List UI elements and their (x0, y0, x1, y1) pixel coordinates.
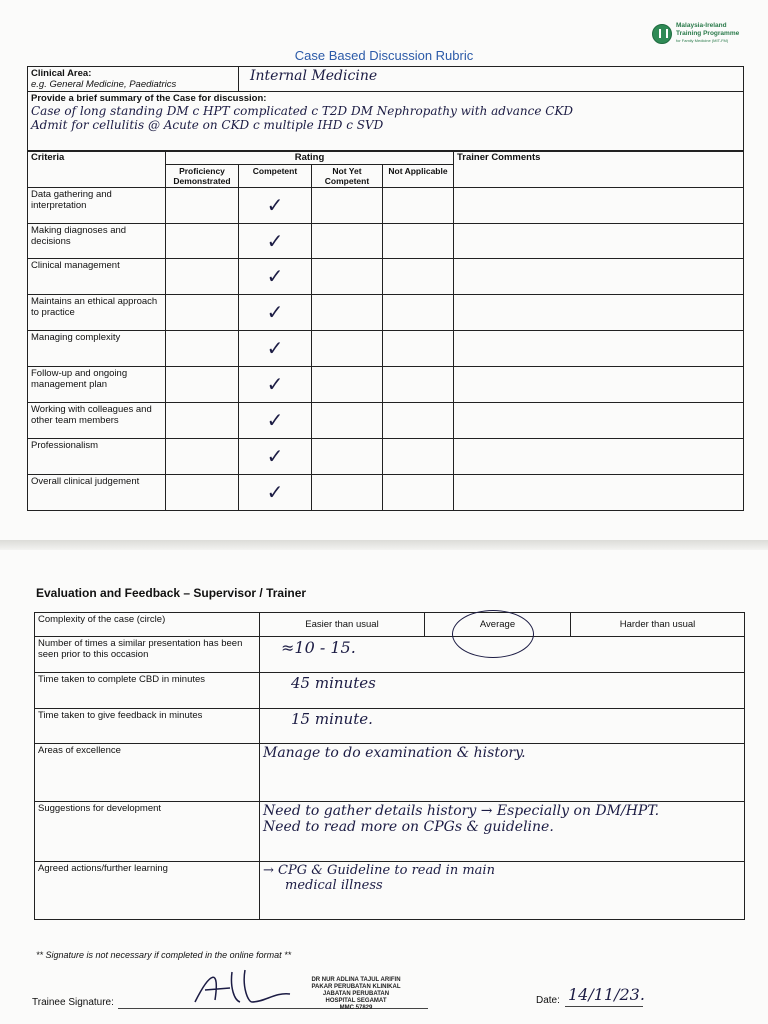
case-summary-line1: Case of long standing DM c HPT complicated c T2D DM Nephropathy with advance CKD (31, 104, 574, 118)
trainer-comment-cell (454, 403, 744, 439)
rubric-row (28, 224, 744, 259)
rating-cell (166, 188, 239, 224)
tick-mark-icon: ✓ (266, 444, 284, 468)
handwritten-signature (190, 962, 300, 1012)
complexity-option-easier: Easier than usual (260, 613, 425, 637)
rating-cell (383, 439, 454, 475)
stamp-line2: PAKAR PERUBATAN KLINIKAL (311, 984, 401, 990)
trainee-signature-label: Trainee Signature: (32, 997, 114, 1008)
prior-presentations-value: ≈10 - 15. (281, 638, 356, 657)
criterion-label: Overall clinical judgement (28, 475, 166, 511)
tick-mark-icon: ✓ (266, 480, 284, 504)
criterion-label: Working with colleagues and other team members (28, 403, 166, 439)
rating-cell (239, 439, 312, 475)
case-info-table (27, 66, 744, 152)
tick-mark-icon: ✓ (266, 193, 284, 217)
rating-cell (239, 295, 312, 331)
rubric-row (28, 295, 744, 331)
trainer-comment-cell (454, 475, 744, 511)
case-summary-label: Provide a brief summary of the Case for discussion: (31, 93, 267, 104)
areas-of-excellence-label: Areas of excellence (35, 744, 260, 802)
trainer-comments-header: Trainer Comments (454, 151, 744, 188)
rating-cell (166, 367, 239, 403)
complexity-option-harder: Harder than usual (571, 613, 745, 637)
date-label: Date: (536, 995, 560, 1006)
rating-cell (239, 331, 312, 367)
date-line (565, 1006, 643, 1007)
rating-cell (383, 475, 454, 511)
stamp-line1: DR NUR ADLINA TAJUL ARIFIN (311, 977, 401, 983)
evaluation-title: Evaluation and Feedback – Supervisor / Trainer (36, 586, 307, 600)
logo-text-line3: for Family Medicine (MIT-FM) (676, 38, 729, 43)
column-competent: Competent (239, 165, 312, 188)
rating-cell (312, 224, 383, 259)
rating-cell (239, 403, 312, 439)
average-selection-circle (452, 610, 534, 658)
trainer-comment-cell (454, 224, 744, 259)
rating-cell (239, 475, 312, 511)
rating-cell (312, 475, 383, 511)
criterion-label: Maintains an ethical approach to practice (28, 295, 166, 331)
criterion-label: Professionalism (28, 439, 166, 475)
rating-cell (383, 367, 454, 403)
clinical-area-value: Internal Medicine (250, 68, 378, 84)
tick-mark-icon: ✓ (266, 372, 284, 396)
rubric-table (27, 150, 744, 511)
rubric-row (28, 439, 744, 475)
trainer-comment-cell (454, 188, 744, 224)
rating-cell (312, 259, 383, 295)
rating-cell (312, 439, 383, 475)
doctor-stamp (286, 977, 426, 1012)
rating-cell (383, 295, 454, 331)
feedback-time-label: Time taken to give feedback in minutes (35, 709, 260, 744)
trainer-comment-cell (454, 259, 744, 295)
cbd-time-value: 45 minutes (291, 674, 376, 692)
rating-cell (383, 259, 454, 295)
criteria-header: Criteria (28, 151, 166, 188)
rating-cell (312, 403, 383, 439)
rating-cell (312, 367, 383, 403)
rating-cell (166, 259, 239, 295)
case-summary-cell (28, 92, 744, 152)
trainer-comment-cell (454, 439, 744, 475)
prior-presentations-label: Number of times a similar presentation has been seen prior to this occasion (35, 637, 260, 673)
clinical-area-hint: e.g. General Medicine, Paediatrics (31, 79, 177, 90)
tick-mark-icon: ✓ (266, 408, 284, 432)
agreed-actions-label: Agreed actions/further learning (35, 862, 260, 920)
rating-cell (239, 367, 312, 403)
agreed-actions-value-line2: medical illness (285, 878, 383, 893)
rating-header: Rating (166, 151, 454, 165)
tick-mark-icon: ✓ (266, 300, 284, 324)
date-value: 14/11/23. (568, 985, 645, 1004)
rating-cell (166, 331, 239, 367)
rating-cell (312, 188, 383, 224)
rating-cell (166, 295, 239, 331)
cbd-time-label: Time taken to complete CBD in minutes (35, 673, 260, 709)
complexity-label: Complexity of the case (circle) (35, 613, 260, 637)
tick-mark-icon: ✓ (266, 229, 284, 253)
clinical-area-label: Clinical Area: (31, 68, 92, 79)
rating-cell (383, 188, 454, 224)
clinical-area-cell (28, 67, 239, 92)
stamp-line3: JABATAN PERUBATAN (322, 991, 390, 997)
trainer-comment-cell (454, 367, 744, 403)
logo-text-line1: Malaysia-Ireland (676, 22, 727, 29)
complexity-option-average: Average (425, 613, 571, 637)
trainer-comment-cell (454, 331, 744, 367)
criterion-label: Making diagnoses and decisions (28, 224, 166, 259)
logo-text-line2: Training Programme (676, 30, 740, 37)
rubric-row (28, 475, 744, 511)
rating-cell (312, 331, 383, 367)
rating-cell (383, 403, 454, 439)
tick-mark-icon: ✓ (266, 264, 284, 288)
rating-cell (312, 295, 383, 331)
column-not-yet-competent: Not Yet Competent (312, 165, 383, 188)
suggestions-label: Suggestions for development (35, 802, 260, 862)
rubric-row (28, 367, 744, 403)
rating-cell (239, 224, 312, 259)
feedback-time-value: 15 minute. (291, 710, 373, 728)
criterion-label: Managing complexity (28, 331, 166, 367)
rating-cell (239, 188, 312, 224)
page-title: Case Based Discussion Rubric (294, 48, 474, 63)
stamp-line5: MMC 57829 (339, 1005, 373, 1011)
clinical-area-value-cell (239, 67, 744, 92)
rubric-row (28, 331, 744, 367)
evaluation-table (34, 612, 745, 920)
rating-cell (239, 259, 312, 295)
rating-cell (166, 475, 239, 511)
column-proficiency: Proficiency Demonstrated (166, 165, 239, 188)
rating-cell (383, 224, 454, 259)
column-not-applicable: Not Applicable (383, 165, 454, 188)
rating-cell (166, 224, 239, 259)
signature-note: ** Signature is not necessary if completed in the online format ** (36, 950, 292, 960)
stamp-line4: HOSPITAL SEGAMAT (325, 998, 387, 1004)
criterion-label: Data gathering and interpretation (28, 188, 166, 224)
suggestions-value-line2: Need to read more on CPGs & guideline. (263, 819, 554, 835)
rubric-row (28, 188, 744, 224)
criterion-label: Clinical management (28, 259, 166, 295)
programme-logo (652, 22, 752, 48)
criterion-label: Follow-up and ongoing management plan (28, 367, 166, 403)
trainer-comment-cell (454, 295, 744, 331)
case-summary-line2: Admit for cellulitis @ Acute on CKD c multiple IHD c SVD (31, 118, 384, 132)
areas-of-excellence-value: Manage to do examination & history. (263, 745, 526, 761)
rubric-row (28, 259, 744, 295)
rating-cell (383, 331, 454, 367)
tick-mark-icon: ✓ (266, 336, 284, 360)
rubric-row (28, 403, 744, 439)
logo-emblem-icon (652, 24, 672, 44)
page-gap (0, 540, 768, 550)
agreed-actions-value-line1: → CPG & Guideline to read in main (263, 863, 495, 878)
rating-cell (166, 439, 239, 475)
suggestions-value-line1: Need to gather details history → Especially on DM/HPT. (263, 803, 660, 819)
rating-cell (166, 403, 239, 439)
